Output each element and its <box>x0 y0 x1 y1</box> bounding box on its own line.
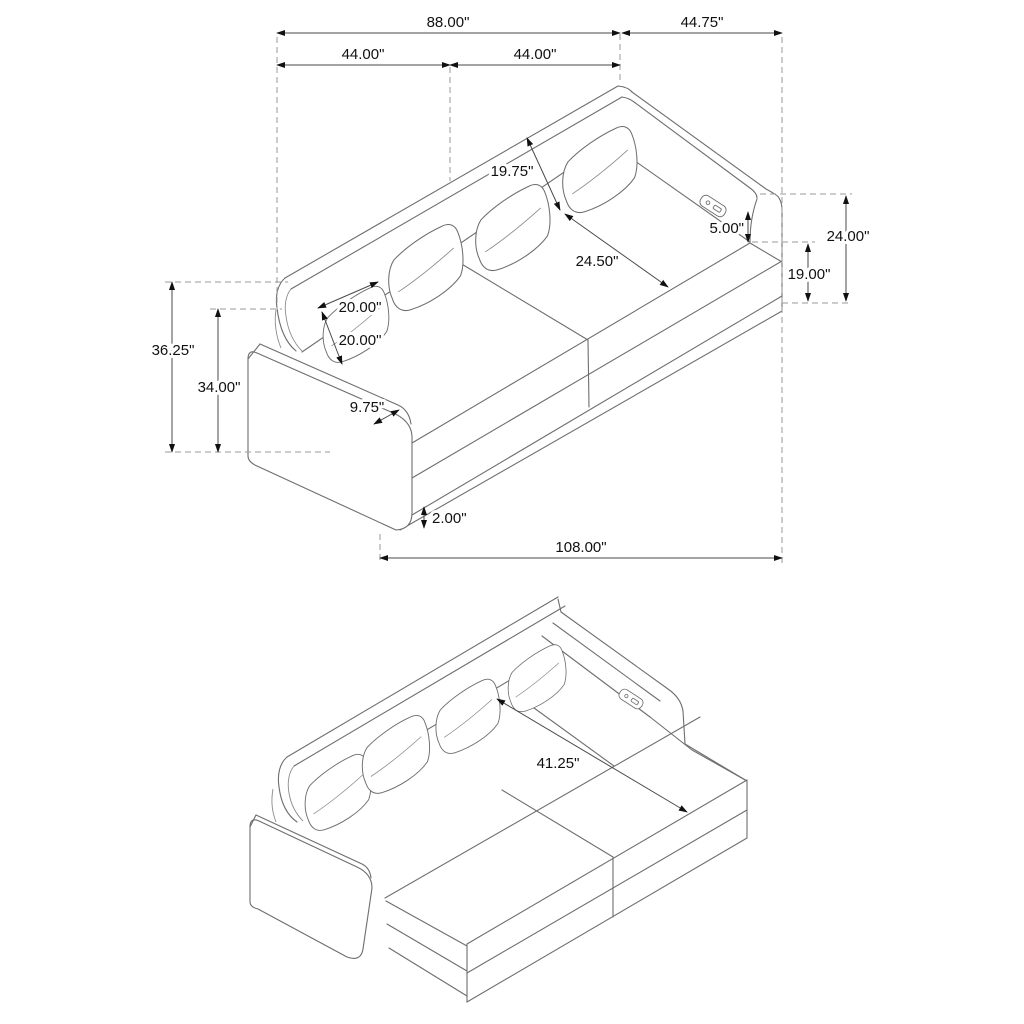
dimension-pullout-width <box>497 699 687 812</box>
sleeper-back-pillows <box>300 644 570 832</box>
dimension-label: 19.75" <box>490 163 534 180</box>
dimension-back-total <box>277 14 620 33</box>
pillow <box>318 285 393 364</box>
dimension-label: 36.25" <box>151 342 195 359</box>
dimension-seat-b <box>450 46 620 65</box>
dimension-label: 41.25" <box>536 755 580 772</box>
dimension-label: 19.00" <box>787 266 831 283</box>
extension-lines <box>165 34 852 563</box>
dimension-total-height <box>152 282 195 452</box>
dimension-label: 44.75" <box>680 14 724 31</box>
pillow <box>357 714 434 794</box>
sofa-backrest <box>275 86 634 352</box>
dimension-label: 5.00" <box>709 220 744 237</box>
pillow <box>504 644 570 713</box>
dimension-label: 9.75" <box>349 399 385 416</box>
pillow <box>383 223 468 312</box>
dimension-arm-height <box>827 196 870 301</box>
dimension-seat-depth <box>565 214 668 287</box>
usb-charging-port-icon <box>698 193 728 218</box>
sleeper-left-arm <box>250 815 372 958</box>
dimension-label: 108.00" <box>555 539 607 556</box>
sleeper-right-panel <box>542 599 747 781</box>
sleeper-isometric-drawing <box>250 597 747 1002</box>
dimension-total-length <box>380 539 782 558</box>
dimension-label: 20.00" <box>338 332 382 349</box>
usb-charging-port-icon <box>617 687 645 710</box>
dimension-label: 34.00" <box>197 379 241 396</box>
dimension-label: 20.00" <box>338 299 382 316</box>
dimension-label: 2.00" <box>432 510 467 527</box>
dimension-arm-rise <box>709 212 748 242</box>
dimension-seat-height <box>788 244 831 301</box>
sofa-left-arm <box>248 344 412 530</box>
pillow <box>431 678 504 755</box>
dimension-chaise <box>622 14 782 33</box>
dimension-label: 88.00" <box>426 14 470 31</box>
dimension-label: 44.00" <box>341 46 385 63</box>
pillow <box>470 183 555 272</box>
dimension-label: 44.00" <box>513 46 557 63</box>
dimension-label: 24.50" <box>575 253 619 270</box>
dimension-back-height <box>198 309 241 452</box>
pillow <box>557 125 642 214</box>
sofa-isometric-drawing <box>248 86 782 530</box>
dimension-label: 24.00" <box>826 228 870 245</box>
dimension-leg-height <box>424 507 467 528</box>
dimension-seat-a <box>277 46 450 65</box>
